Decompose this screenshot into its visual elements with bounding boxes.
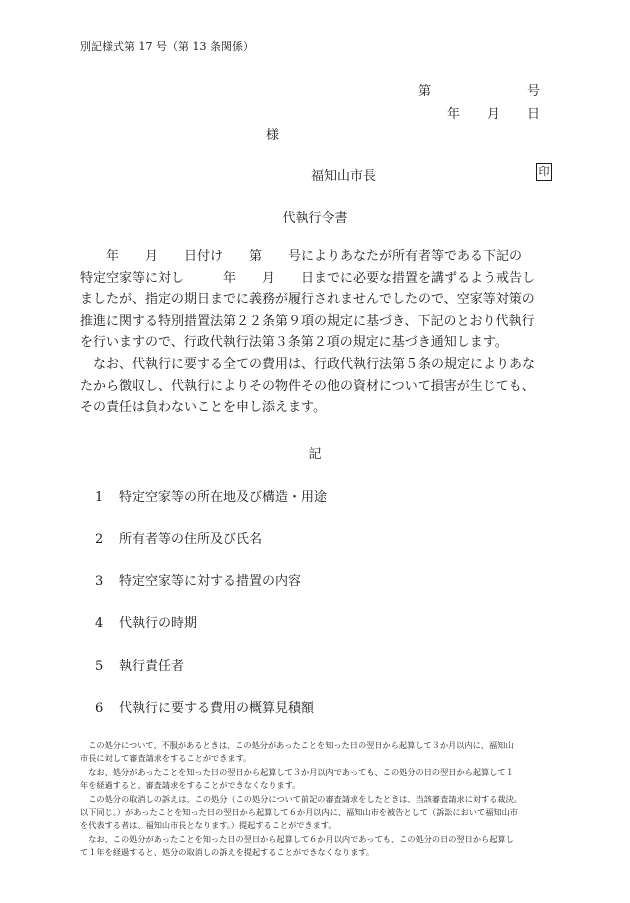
body-line: を行いますので、行政代執行法第３条第２項の規定に基づき通知します。 (80, 335, 508, 351)
date-month: 月 (487, 107, 501, 122)
date-year: 年 (447, 107, 461, 122)
list-item (95, 697, 314, 716)
body-line: 年 月 日付け 第 号によりあなたが所有者等である下記の (80, 249, 523, 264)
body-line: 推進に関する特別措置法第２２条第９項の規定に基づき、下記のとおり代執行 (80, 313, 535, 329)
item-label: 代執行に要する費用の概算見積額 (119, 701, 315, 716)
document-title: 代執行令書 (282, 211, 348, 226)
note-line: なお、処分があったことを知った日の翌日から起算して３か月以内であっても、この処分の日の翌日から起算して１ (80, 766, 514, 777)
addressee-suffix: 様 (266, 128, 280, 143)
note-line: て１年を経過すると、処分の取消しの訴えを提起することができなくなります。 (80, 847, 375, 858)
body-text (80, 246, 552, 419)
body-line: なお、代執行に要する全ての費用は、行政代執行法第５条の規定によりあな (80, 356, 536, 372)
note-line: を代表する者は、福知山市長となります。）提起することができます。 (80, 820, 337, 831)
item-number: 4 (95, 616, 104, 631)
sender-name: 福知山市長 (311, 169, 377, 184)
body-line: たから徴収し、代執行によりその物件その他の資材について損害が生じても、 (80, 378, 535, 394)
note-line: なお、この処分があったことを知った日の翌日から起算して６か月以内であっても、この処分の日の翌日から起算し (80, 833, 514, 844)
doc-number-prefix: 第 (418, 84, 432, 99)
form-label: 別記様式第 17 号（第 13 条関係） (80, 40, 254, 53)
item-label: 代執行の時期 (119, 616, 198, 631)
item-number: 3 (95, 574, 104, 589)
note-line: 年を経過すると、審査請求をすることができなくなります。 (80, 780, 301, 791)
appeal-notes (80, 739, 556, 860)
note-line: 市長に対して審査請求をすることができます。 (80, 753, 252, 764)
list-item (95, 528, 262, 547)
note-line: この処分の取消しの訴えは、この処分（この処分について前記の審査請求をしたときは、当該審査請求に対する裁決。 (80, 793, 522, 804)
list-item (95, 612, 197, 631)
body-line: その責任は負わないことを申し添えます。 (80, 400, 326, 416)
item-number: 1 (95, 490, 104, 505)
item-number: 2 (95, 532, 104, 547)
list-item (95, 655, 184, 674)
note-line: この処分について、不服があるときは、この処分があったことを知った日の翌日から起算して３か月以内に、福知山 (80, 740, 514, 750)
body-line: 特定空家等に対し 年 月 日までに必要な措置を講ずるよう戒告し (80, 270, 536, 286)
date-day: 日 (527, 107, 541, 122)
item-label: 特定空家等に対する措置の内容 (119, 574, 302, 589)
item-label: 特定空家等の所在地及び構造・用途 (119, 490, 328, 505)
doc-number-suffix: 号 (527, 84, 541, 99)
note-line: 以下同じ。）があったことを知った日の翌日から起算して６か月以内に、福知山市を被告として（訴訟において福知山市 (80, 807, 518, 818)
seal-box: 印 (536, 163, 552, 181)
body-line: ましたが、指定の期日までに義務が履行されませんでしたので、空家等対策の (80, 292, 535, 308)
item-number: 5 (95, 659, 104, 674)
list-item (95, 486, 327, 505)
item-number: 6 (95, 701, 104, 716)
list-item (95, 570, 301, 589)
ki-heading: 記 (308, 447, 322, 462)
item-label: 所有者等の住所及び氏名 (119, 532, 263, 547)
item-label: 執行責任者 (119, 659, 185, 674)
